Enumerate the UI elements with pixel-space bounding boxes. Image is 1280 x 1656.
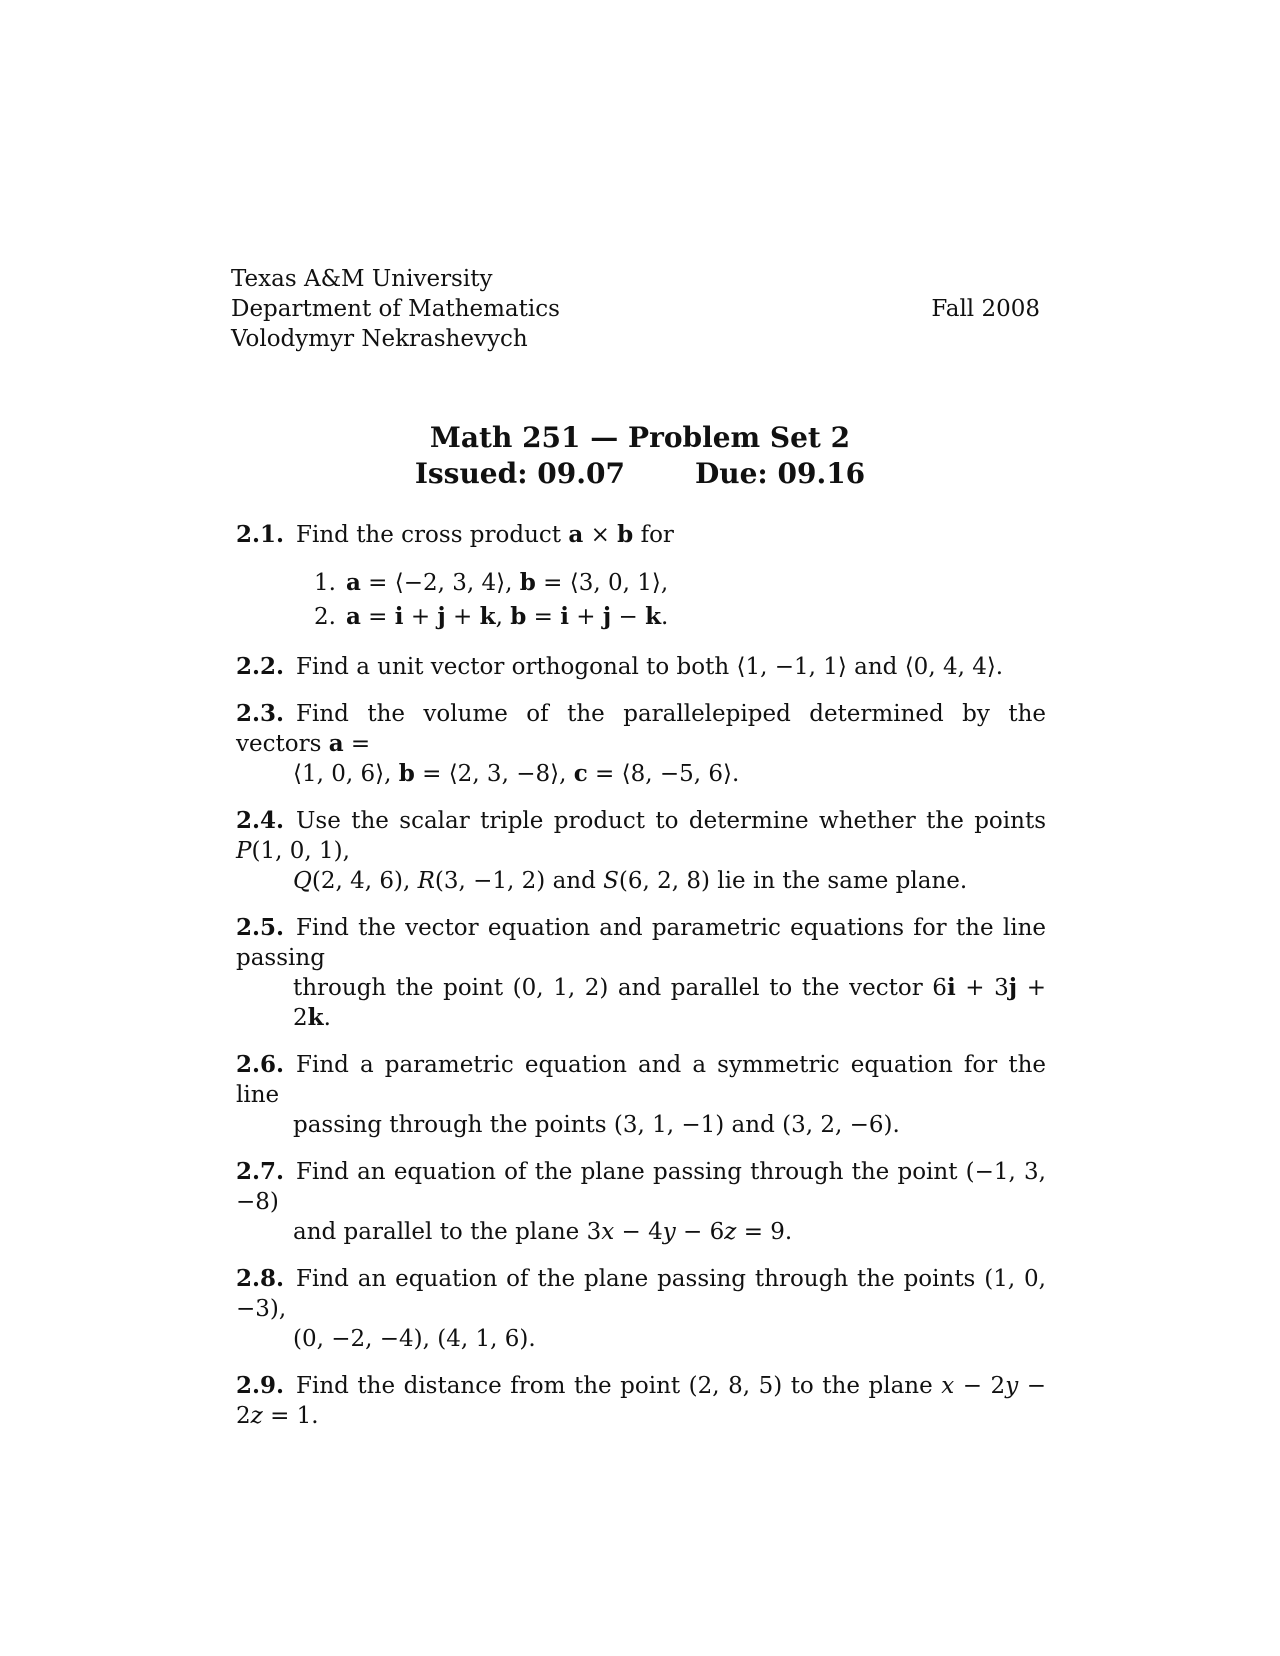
due-date: Due: 09.16 <box>694 457 866 490</box>
problem-list <box>236 520 1046 1448</box>
problem-2-2 <box>236 652 1046 682</box>
header-left <box>231 264 560 354</box>
problem-2-1: 2.1. Find the cross product a × b for 1. a = ⟨−2, 3, 4⟩, b = ⟨3, 0, 1⟩, 2. a = i + j + k, b = i + j − k. <box>236 520 1046 634</box>
problem-2-9: 2.9. Find the distance from the point (2, 8, 5) to the plane x − 2y − 2z = 1. <box>236 1372 1046 1429</box>
problem-2-6: 2.6. Find a parametric equation and a symmetric equation for the line passing through the points (3, 1, −1) and (3, 2, −6). <box>236 1051 1046 1138</box>
problem-2-3: 2.3. Find the volume of the parallelepiped determined by the vectors a = ⟨1, 0, 6⟩, b = ⟨2, 3, −8⟩, c = ⟨8, −5, 6⟩. <box>236 700 1046 787</box>
problem-number: 2.4. <box>236 807 285 834</box>
page-title: Math 251 — Problem Set 2 <box>429 421 851 454</box>
issued-date: Issued: 09.07 <box>414 457 625 490</box>
problem-2-8: 2.8. Find an equation of the plane passing through the points (1, 0, −3), (0, −2, −4), (4, 1, 6). <box>236 1265 1046 1352</box>
problem-number: 2.6. <box>236 1051 285 1078</box>
problem-2-5: 2.5. Find the vector equation and parametric equations for the line passing through the point (0, 1, 2) and parallel to the vector 6i + 3j + 2k. <box>236 914 1046 1031</box>
university-name: Texas A&M University <box>231 266 493 292</box>
department-name: Department of Mathematics <box>231 296 560 322</box>
problem-number: 2.8. <box>236 1265 285 1292</box>
problem-number: 2.7. <box>236 1158 285 1185</box>
list-item: 1. a = ⟨−2, 3, 4⟩, b = ⟨3, 0, 1⟩, <box>314 569 669 596</box>
problem-2-4: 2.4. Use the scalar triple product to determine whether the points P(1, 0, 1), Q(2, 4, 6), R(3, −1, 2) and S(6, 2, 8) lie in the same plane. <box>236 807 1046 894</box>
problem-text: Find a unit vector orthogonal to both ⟨1, −1, 1⟩ and ⟨0, 4, 4⟩. <box>296 654 1004 680</box>
dates-line <box>0 456 1280 492</box>
title-block <box>0 420 1280 492</box>
problem-number: 2.5. <box>236 914 285 941</box>
problem-2-7: 2.7. Find an equation of the plane passing through the point (−1, 3, −8) and parallel to the plane 3x − 4y − 6z = 9. <box>236 1158 1046 1245</box>
instructor-name: Volodymyr Nekrashevych <box>231 326 528 352</box>
list-item: 2. a = i + j + k, b = i + j − k. <box>314 603 669 630</box>
term-label: Fall 2008 <box>931 296 1040 322</box>
problem-number: 2.9. <box>236 1372 285 1399</box>
sublist <box>314 566 1046 634</box>
problem-number: 2.3. <box>236 700 285 727</box>
problem-number: 2.2. <box>236 653 285 680</box>
problem-number: 2.1. <box>236 521 285 548</box>
